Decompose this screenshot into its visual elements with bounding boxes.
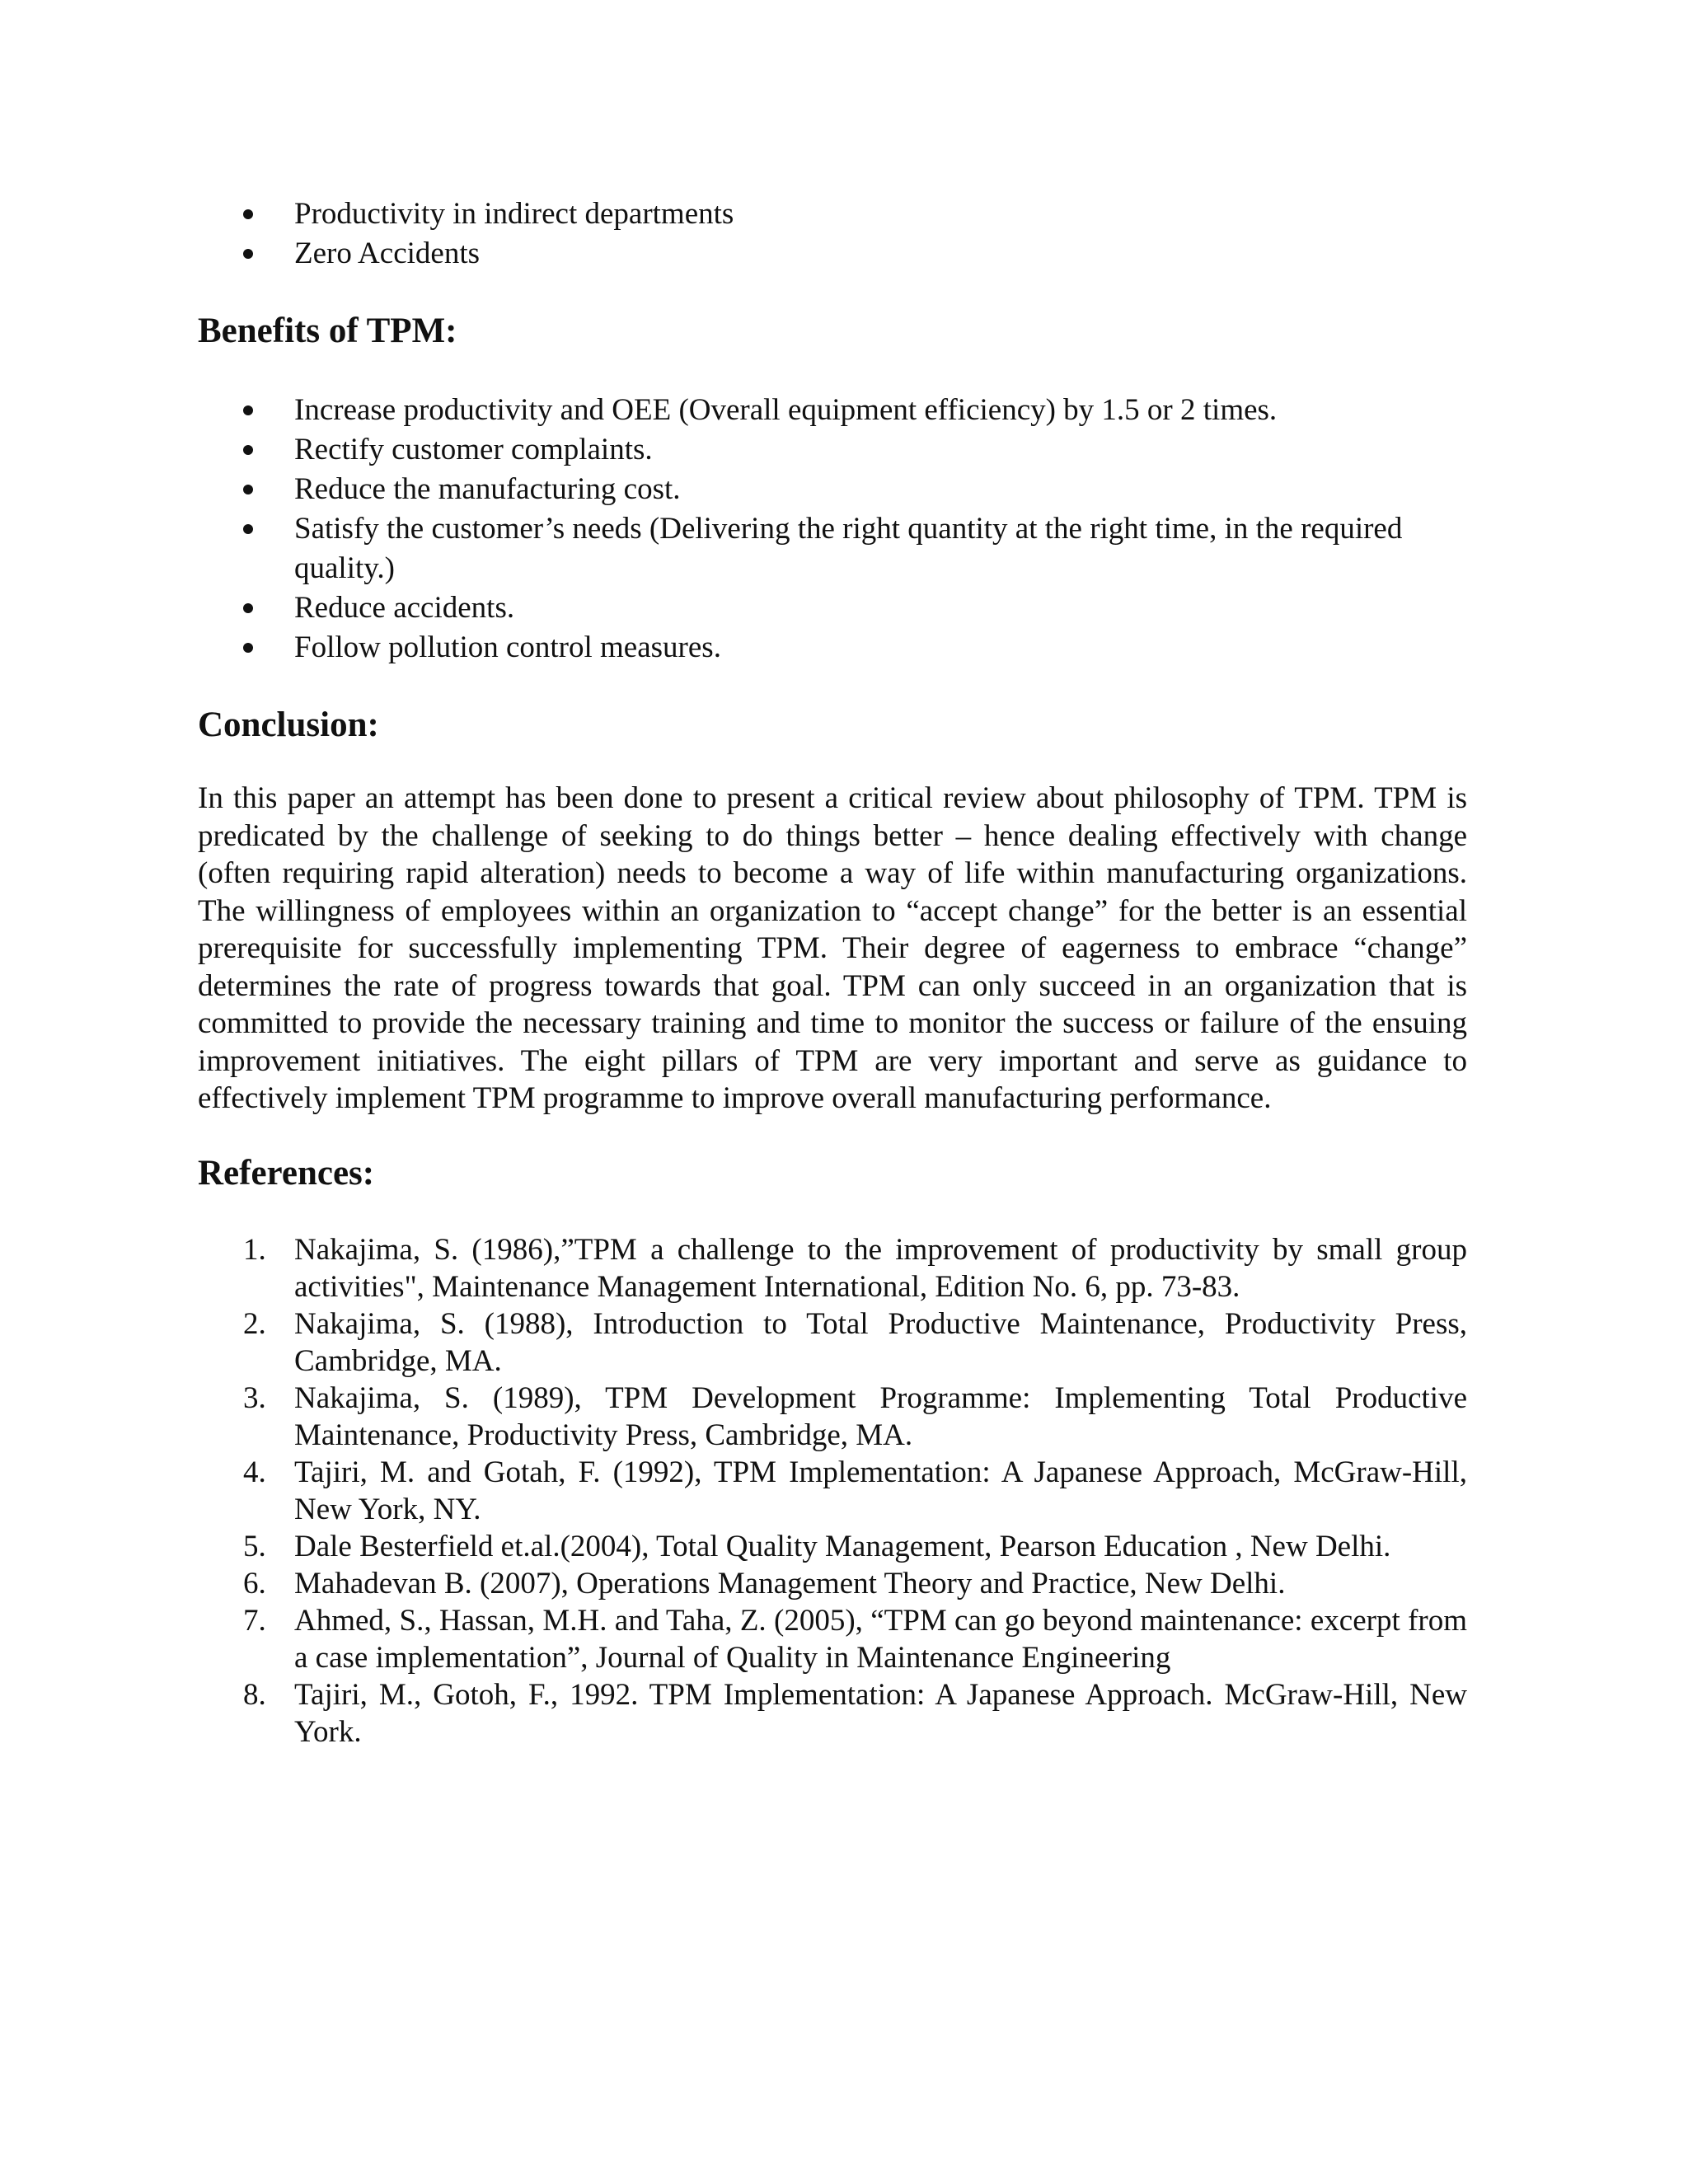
reference-item	[198, 1602, 1467, 1676]
reference-text: Nakajima, S. (1989), TPM Development Programme: Implementing Total Productive Maintenance, Productivity Press, Cambridge, MA.	[294, 1380, 1467, 1452]
reference-number: 4.	[243, 1455, 266, 1489]
bullet-icon	[243, 485, 253, 494]
reference-text: Tajiri, M., Gotoh, F., 1992. TPM Implementation: A Japanese Approach. McGraw-Hill, New York.	[294, 1677, 1467, 1749]
reference-text: Ahmed, S., Hassan, M.H. and Taha, Z. (2005), “TPM can go beyond maintenance: excerpt from a case implementation”, Journal of Quality in Maintenance Engineering	[294, 1603, 1467, 1675]
list-item-text: Zero Accidents	[294, 237, 480, 270]
reference-item	[198, 1454, 1467, 1528]
list-item	[198, 509, 1467, 588]
reference-item	[198, 1528, 1467, 1565]
reference-text: Nakajima, S. (1986),”TPM a challenge to the improvement of productivity by small group activities", Maintenance Management International, Edition No. 6, pp. 73-83.	[294, 1232, 1467, 1304]
list-item-text: Follow pollution control measures.	[294, 630, 721, 664]
reference-number: 3.	[243, 1380, 266, 1415]
bullet-icon	[243, 643, 253, 653]
bullet-icon	[243, 405, 253, 415]
reference-number: 8.	[243, 1677, 266, 1712]
bullet-icon	[243, 445, 253, 455]
list-item-text: Satisfy the customer’s needs (Delivering the right quantity at the right time, in the required quality.)	[294, 512, 1403, 585]
document-page	[198, 194, 1467, 1750]
list-item	[198, 588, 1467, 628]
reference-item	[198, 1305, 1467, 1380]
reference-text: Nakajima, S. (1988), Introduction to Total Productive Maintenance, Productivity Press, Cambridge, MA.	[294, 1306, 1467, 1378]
reference-text: Mahadevan B. (2007), Operations Management Theory and Practice, New Delhi.	[294, 1566, 1286, 1601]
reference-number: 6.	[243, 1566, 266, 1601]
conclusion-paragraph: In this paper an attempt has been done to present a critical review about philosophy of TPM. TPM is predicated by the challenge of seeking to do things better – hence dealing effectively with change (often requiring rapid alteration) needs to become a way of life within manufacturing organizations. The willingness of employees within an organization to “accept change” for the better is an essential prerequisite for successfully implementing TPM. Their degree of eagerness to embrace “change” determines the rate of progress towards that goal. TPM can only succeed in an organization that is committed to provide the necessary training and time to monitor the success or failure of the ensuing improvement initiatives. The eight pillars of TPM are very important and serve as guidance to effectively implement TPM programme to improve overall manufacturing performance.	[198, 781, 1467, 1115]
list-item	[198, 391, 1467, 430]
reference-item	[198, 1565, 1467, 1602]
reference-number: 2.	[243, 1306, 266, 1341]
reference-number: 7.	[243, 1603, 266, 1638]
list-item	[198, 628, 1467, 668]
list-item-text: Increase productivity and OEE (Overall equipment efficiency) by 1.5 or 2 times.	[294, 393, 1278, 427]
list-item	[198, 430, 1467, 470]
reference-item	[198, 1231, 1467, 1305]
list-item	[198, 470, 1467, 509]
list-item	[198, 194, 1467, 234]
bullet-icon	[243, 524, 253, 534]
reference-item	[198, 1380, 1467, 1454]
intro-bullet-list	[198, 194, 1467, 274]
benefits-heading: Benefits of TPM:	[198, 312, 457, 350]
list-item-text: Productivity in indirect departments	[294, 197, 734, 231]
reference-item	[198, 1676, 1467, 1750]
reference-number: 1.	[243, 1232, 266, 1267]
list-item-text: Rectify customer complaints.	[294, 433, 653, 466]
reference-number: 5.	[243, 1529, 266, 1563]
list-item-text: Reduce the manufacturing cost.	[294, 472, 681, 506]
conclusion-heading: Conclusion:	[198, 705, 379, 744]
bullet-icon	[243, 209, 253, 219]
list-item-text: Reduce accidents.	[294, 591, 515, 625]
reference-text: Tajiri, M. and Gotah, F. (1992), TPM Implementation: A Japanese Approach, McGraw-Hill, New York, NY.	[294, 1455, 1467, 1526]
bullet-icon	[243, 603, 253, 613]
references-heading: References:	[198, 1153, 375, 1193]
benefits-bullet-list	[198, 391, 1467, 668]
list-item	[198, 234, 1467, 274]
bullet-icon	[243, 249, 253, 259]
reference-text: Dale Besterfield et.al.(2004), Total Quality Management, Pearson Education , New Delhi.	[294, 1529, 1391, 1563]
references-list	[198, 1231, 1467, 1750]
